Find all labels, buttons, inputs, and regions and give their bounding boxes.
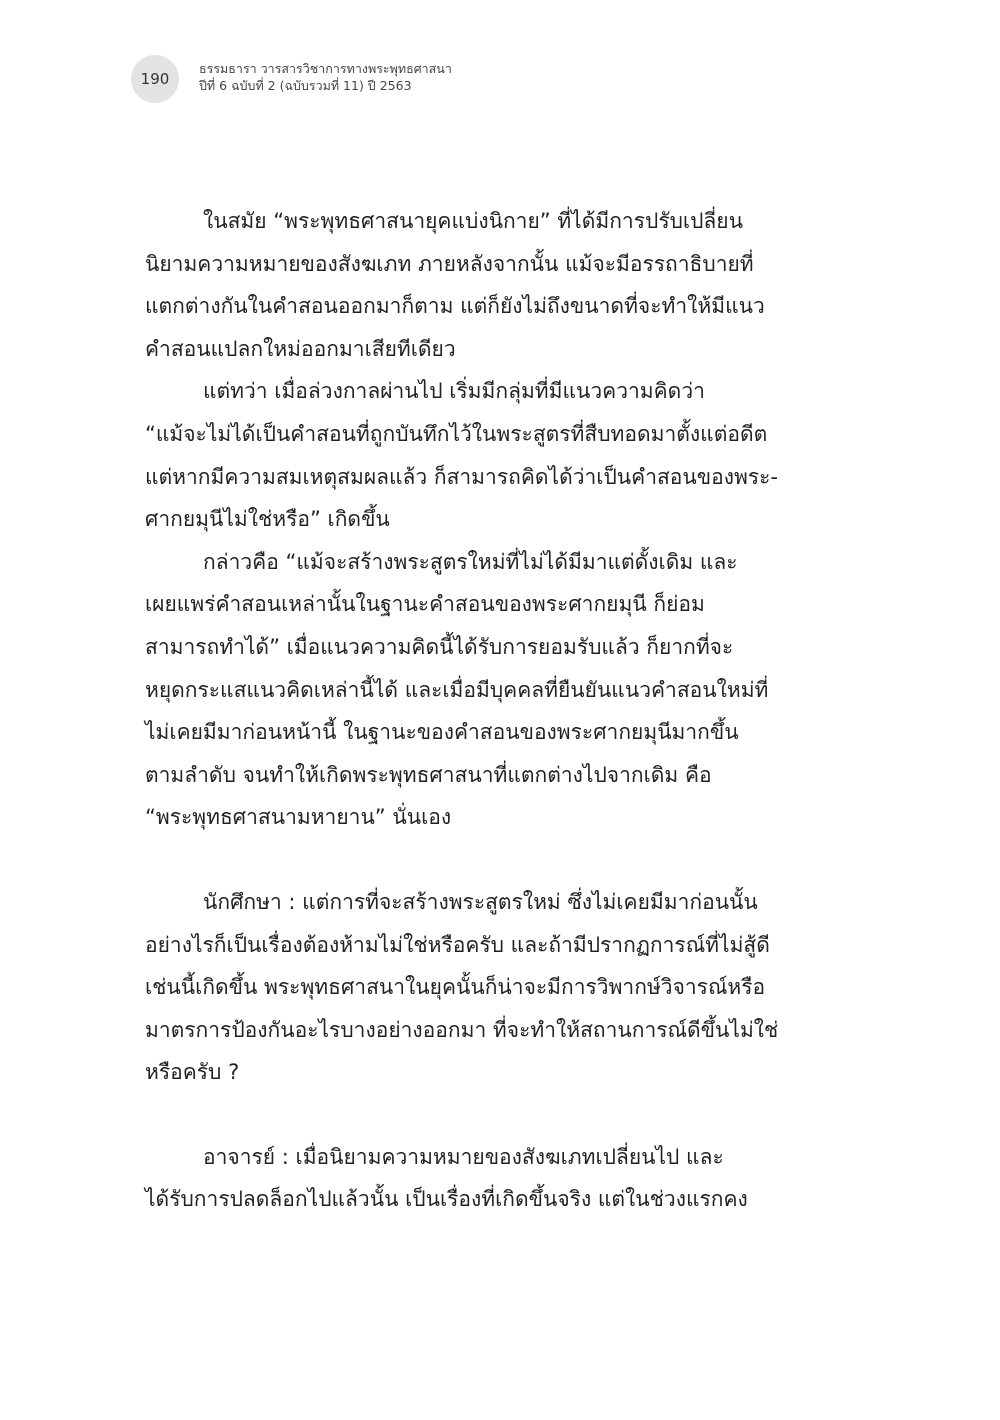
paragraph-line: แต่ทว่า เมื่อล่วงกาลผ่านไป เริ่มมีกลุ่มที่มีแนวความคิดว่า [203, 379, 705, 404]
paragraph-line: ศากยมุนีไม่ใช่หรือ” เกิดขึ้น [145, 507, 390, 532]
paragraph-line: หยุดกระแสแนวคิดเหล่านี้ได้ และเมื่อมีบุคคลที่ยืนยันแนวคำสอนใหม่ที่ [145, 677, 769, 702]
paragraph-line: แต่หากมีความสมเหตุสมผลแล้ว ก็สามารถคิดได้ว่าเป็นคำสอนของพระ- [145, 464, 778, 489]
page-number: 190 [140, 70, 170, 88]
paragraph-line: อย่างไรก็เป็นเรื่องต้องห้ามไม่ใช่หรือครับ และถ้ามีปรากฏการณ์ที่ไม่สู้ดี [145, 932, 770, 957]
paragraph-line: ตามลำดับ จนทำให้เกิดพระพุทธศาสนาที่แตกต่างไปจากเดิม คือ [145, 762, 712, 787]
paragraph-line: นักศึกษา : แต่การที่จะสร้างพระสูตรใหม่ ซึ่งไม่เคยมีมาก่อนนั้น [203, 889, 758, 914]
paragraph-line: กล่าวคือ “แม้จะสร้างพระสูตรใหม่ที่ไม่ได้มีมาแต่ดั้งเดิม และ [203, 549, 738, 574]
paragraph-spacer [145, 1094, 835, 1136]
paragraph-line: เช่นนี้เกิดขึ้น พระพุทธศาสนาในยุคนั้นก็น่าจะมีการวิพากษ์วิจารณ์หรือ [145, 975, 766, 1000]
issue-line: ปีที่ 6 ฉบับที่ 2 (ฉบับรวมที่ 11) ปี 2563 [199, 78, 412, 93]
paragraph-line: “พระพุทธศาสนามหายาน” นั่นเอง [145, 805, 452, 830]
paragraph-line: “แม้จะไม่ได้เป็นคำสอนที่ถูกบันทึกไว้ในพระสูตรที่สืบทอดมาตั้งแต่อดีต [145, 421, 768, 446]
paragraph-line: อาจารย์ : เมื่อนิยามความหมายของสังฆเภทเปลี่ยนไป และ [203, 1144, 724, 1169]
paragraph-line: ได้รับการปลดล็อกไปแล้วนั้น เป็นเรื่องที่เกิดขึ้นจริง แต่ในช่วงแรกคง [145, 1187, 748, 1212]
paragraph-line: สามารถทำได้” เมื่อแนวความคิดนี้ได้รับการยอมรับแล้ว ก็ยากที่จะ [145, 634, 734, 659]
paragraph-line: นิยามความหมายของสังฆเภท ภายหลังจากนั้น แม้จะมีอรรถาธิบายที่ [145, 251, 754, 276]
paragraph-line: แตกต่างกันในคำสอนออกมาก็ตาม แต่ก็ยังไม่ถึงขนาดที่จะทำให้มีแนว [145, 294, 765, 319]
page-number-badge [131, 55, 179, 103]
paragraph-line: ในสมัย “พระพุทธศาสนายุคแบ่งนิกาย” ที่ได้มีการปรับเปลี่ยน [203, 209, 743, 233]
journal-title: ธรรมธารา วารสารวิชาการทางพระพุทธศาสนา [199, 61, 452, 76]
running-header [199, 60, 452, 94]
paragraph-line: ไม่เคยมีมาก่อนหน้านี้ ในฐานะของคำสอนของพระศากยมุนีมากขึ้น [145, 720, 739, 745]
article-body [145, 200, 835, 1221]
paragraph-spacer [145, 839, 835, 881]
paragraph-line: มาตรการป้องกันอะไรบางอย่างออกมา ที่จะทำให้สถานการณ์ดีขึ้นไม่ใช่ [145, 1017, 779, 1042]
paragraph-line: คำสอนแปลกใหม่ออกมาเสียทีเดียว [145, 336, 456, 361]
paragraph-line: เผยแพร่คำสอนเหล่านั้นในฐานะคำสอนของพระศากยมุนี ก็ย่อม [145, 592, 705, 617]
paragraph-line: หรือครับ ? [145, 1060, 240, 1085]
